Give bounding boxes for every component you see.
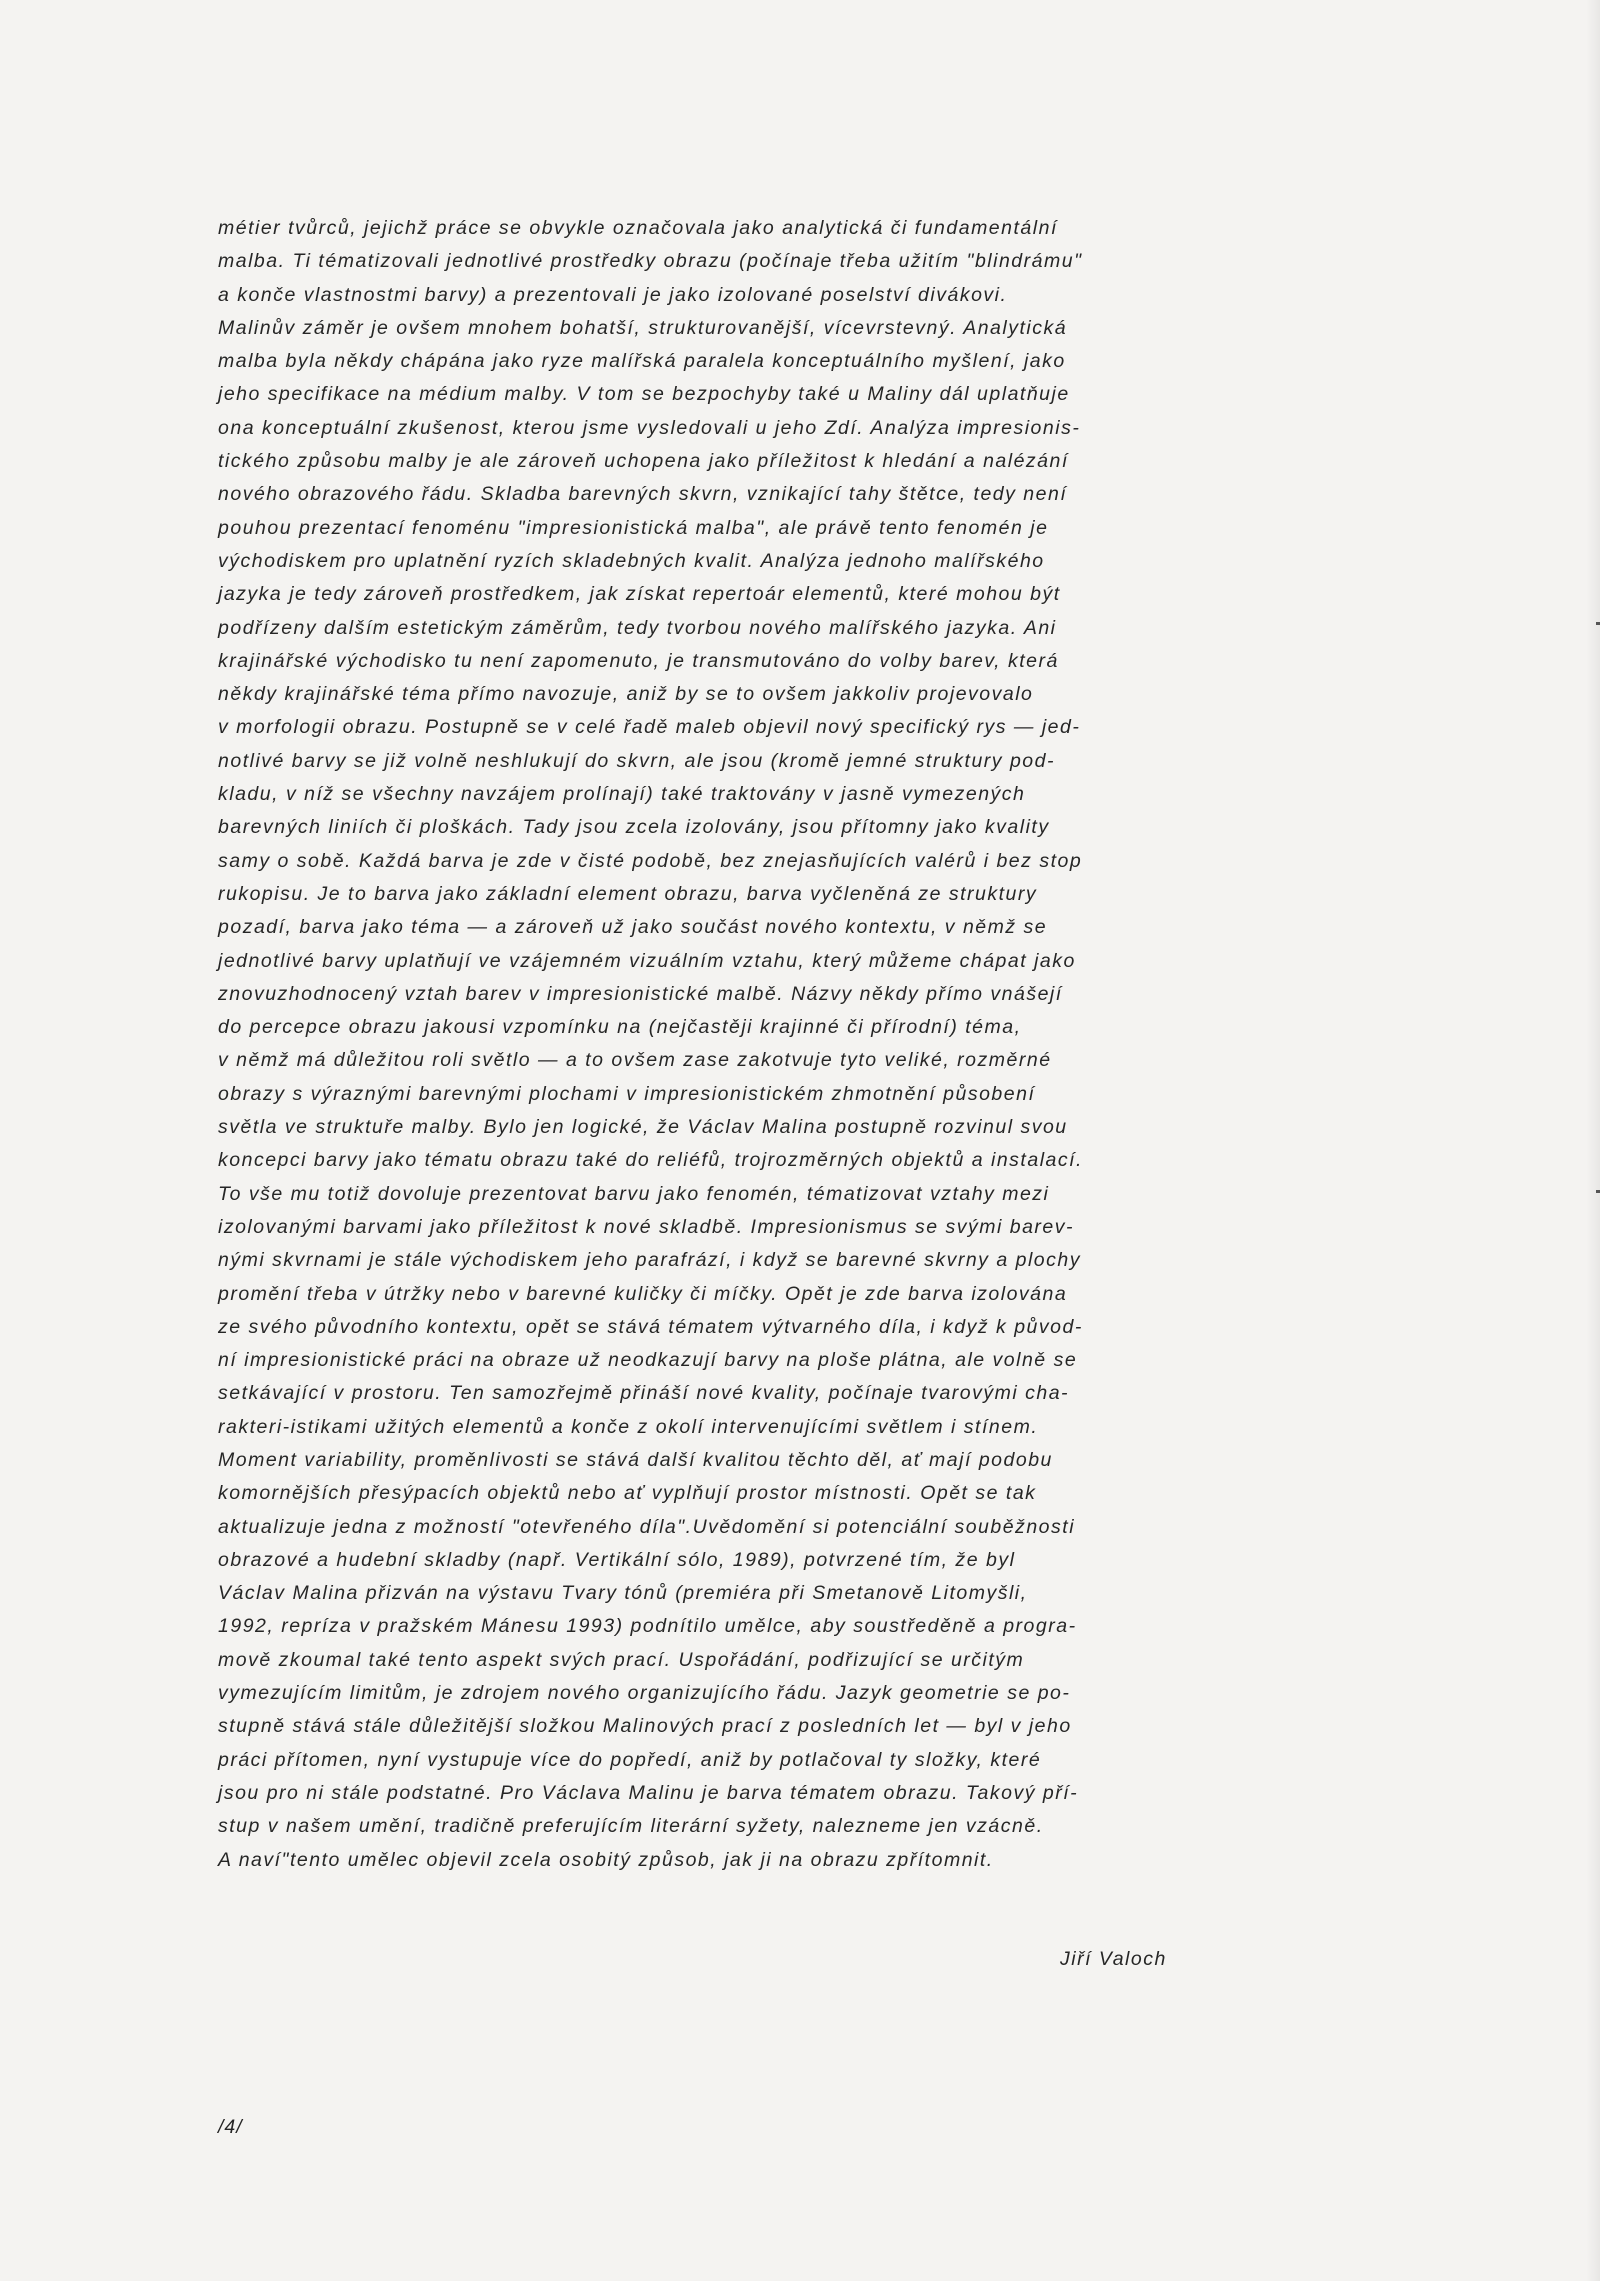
- text-line: jeho specifikace na médium malby. V tom se bezpochyby také u Maliny dál uplatňuje: [218, 383, 1070, 406]
- text-line: aktualizuje jedna z možností "otevřeného díla".Uvědomění si potenciální souběžnosti: [218, 1515, 1076, 1538]
- text-line: obrazy s výraznými barevnými plochami v impresionistickém zhmotnění působení: [218, 1082, 1036, 1105]
- text-line: setkávající v prostoru. Ten samozřejmě přináší nové kvality, počínaje tvarovými cha-: [218, 1382, 1070, 1405]
- text-line: 1992, repríza v pražském Mánesu 1993) podnítilo umělce, aby soustředěně a progra-: [218, 1615, 1077, 1638]
- text-line: jsou pro ni stále podstatné. Pro Václava Malinu je barva tématem obrazu. Takový pří-: [218, 1781, 1079, 1804]
- text-line: promění třeba v útržky nebo v barevné kuličky či míčky. Opět je zde barva izolována: [218, 1282, 1068, 1305]
- text-line: v morfologii obrazu. Postupně se v celé řadě maleb objevil nový specifický rys — jed-: [218, 716, 1081, 739]
- text-line: malba byla někdy chápána jako ryze malířská paralela konceptuálního myšlení, jako: [218, 350, 1066, 373]
- text-line: notlivé barvy se již volně neshlukují do skvrn, ale jsou (kromě jemné struktury pod-: [218, 749, 1055, 772]
- text-line: podřízeny dalším estetickým záměrům, tedy tvorbou nového malířského jazyka. Ani: [218, 616, 1057, 639]
- text-line: izolovanými barvami jako příležitost k nové skladbě. Impresionismus se svými barev-: [218, 1215, 1075, 1238]
- page-edge-shadow: [1586, 0, 1600, 2281]
- text-line: ona konceptuální zkušenost, kterou jsme vysledovali u jeho Zdí. Analýza impresionis-: [218, 416, 1081, 439]
- text-line: rukopisu. Je to barva jako základní element obrazu, barva vyčleněná ze struktury: [218, 882, 1038, 905]
- text-line: znovuzhodnocený vztah barev v impresionistické malbě. Názvy někdy přímo vnášejí: [218, 982, 1063, 1005]
- text-line: do percepce obrazu jakousi vzpomínku na (nejčastěji krajinné či přírodní) téma,: [218, 1016, 1022, 1039]
- text-line: stup v našem umění, tradičně preferujícím literární syžety, nalezneme jen vzácně.: [218, 1815, 1044, 1838]
- page-edge-mark: [1596, 1190, 1600, 1193]
- text-line: ze svého původního kontextu, opět se stává tématem výtvarného díla, i když k původ-: [218, 1315, 1083, 1338]
- text-line: barevných liniích či ploškách. Tady jsou zcela izolovány, jsou přítomny jako kvality: [218, 816, 1050, 839]
- text-line: Václav Malina přizván na výstavu Tvary tónů (premiéra při Smetanově Litomyšli,: [218, 1582, 1028, 1605]
- text-line: ní impresionistické práci na obraze už neodkazují barvy na ploše plátna, ale volně se: [218, 1349, 1078, 1372]
- text-line: malba. Ti tématizovali jednotlivé prostředky obrazu (počínaje třeba užitím "blindrámu": [218, 250, 1083, 273]
- text-line: samy o sobě. Každá barva je zde v čisté podobě, bez znejasňujících valérů i bez stop: [218, 849, 1083, 872]
- text-line: nými skvrnami je stále východiskem jeho parafrází, i když se barevné skvrny a plochy: [218, 1249, 1081, 1272]
- text-line: koncepci barvy jako tématu obrazu také do reliéfů, trojrozměrných objektů a instalací.: [218, 1149, 1083, 1172]
- text-line: obrazové a hudební skladby (např. Vertikální sólo, 1989), potvrzené tím, že byl: [218, 1548, 1016, 1571]
- text-line: pouhou prezentací fenoménu "impresionistická malba", ale právě tento fenomén je: [218, 516, 1049, 539]
- text-line: vymezujícím limitům, je zdrojem nového organizujícího řádu. Jazyk geometrie se po-: [218, 1682, 1071, 1705]
- text-line: stupně stává stále důležitější složkou Malinových prací z posledních let — byl v jeho: [218, 1715, 1072, 1738]
- text-line: kladu, v níž se všechny navzájem prolínají) také traktovány v jasně vymezených: [218, 783, 1026, 806]
- text-line: práci přítomen, nyní vystupuje více do popředí, aniž by potlačoval ty složky, které: [218, 1748, 1042, 1771]
- text-line: rakteri-istikami užitých elementů a konče z okolí intervenujícími světlem i stínem.: [218, 1415, 1039, 1438]
- text-line: nového obrazového řádu. Skladba barevných skvrn, vznikající tahy štětce, tedy není: [218, 483, 1068, 506]
- text-line: Moment variability, proměnlivosti se stává další kvalitou těchto děl, ať mají podobu: [218, 1448, 1053, 1471]
- text-line: jednotlivé barvy uplatňují ve vzájemném vizuálním vztahu, který můžeme chápat jako: [218, 949, 1076, 972]
- text-line: někdy krajinářské téma přímo navozuje, aniž by se to ovšem jakkoliv projevovalo: [218, 683, 1034, 706]
- text-line: mově zkoumal také tento aspekt svých prací. Uspořádání, podřizující se určitým: [218, 1648, 1025, 1671]
- text-line: jazyka je tedy zároveň prostředkem, jak získat repertoár elementů, které mohou být: [218, 583, 1061, 606]
- page-edge-mark: [1596, 622, 1600, 625]
- article-body: [218, 212, 1218, 1877]
- page-number: /4/: [218, 2116, 243, 2138]
- text-line: světla ve struktuře malby. Bylo jen logické, že Václav Malina postupně rozvinul svou: [218, 1116, 1068, 1139]
- text-line: a konče vlastnostmi barvy) a prezentovali je jako izolované poselství divákovi.: [218, 283, 1008, 306]
- text-line: métier tvůrců, jejichž práce se obvykle označovala jako analytická či fundamentální: [218, 217, 1058, 239]
- text-line: tického způsobu malby je ale zároveň uchopena jako příležitost k hledání a nalézání: [218, 450, 1069, 473]
- text-line: To vše mu totiž dovoluje prezentovat barvu jako fenomén, tématizovat vztahy mezi: [218, 1182, 1050, 1205]
- text-line: v němž má důležitou roli světlo — a to ovšem zase zakotvuje tyto veliké, rozměrné: [218, 1049, 1052, 1072]
- author-signature: Jiří Valoch: [1060, 1948, 1167, 1970]
- text-line: komornějších přesýpacích objektů nebo ať vyplňují prostor místnosti. Opět se tak: [218, 1482, 1037, 1505]
- text-line: pozadí, barva jako téma — a zároveň už jako součást nového kontextu, v němž se: [218, 916, 1048, 939]
- text-line: krajinářské východisko tu není zapomenuto, je transmutováno do volby barev, která: [218, 649, 1059, 672]
- text-line: Malinův záměr je ovšem mnohem bohatší, strukturovanější, vícevrstevný. Analytická: [218, 316, 1068, 339]
- text-line: východiskem pro uplatnění ryzích skladebných kvalit. Analýza jednoho malířského: [218, 549, 1045, 572]
- text-line: A naví"tento umělec objevil zcela osobitý způsob, jak ji na obrazu zpřítomnit.: [218, 1848, 994, 1871]
